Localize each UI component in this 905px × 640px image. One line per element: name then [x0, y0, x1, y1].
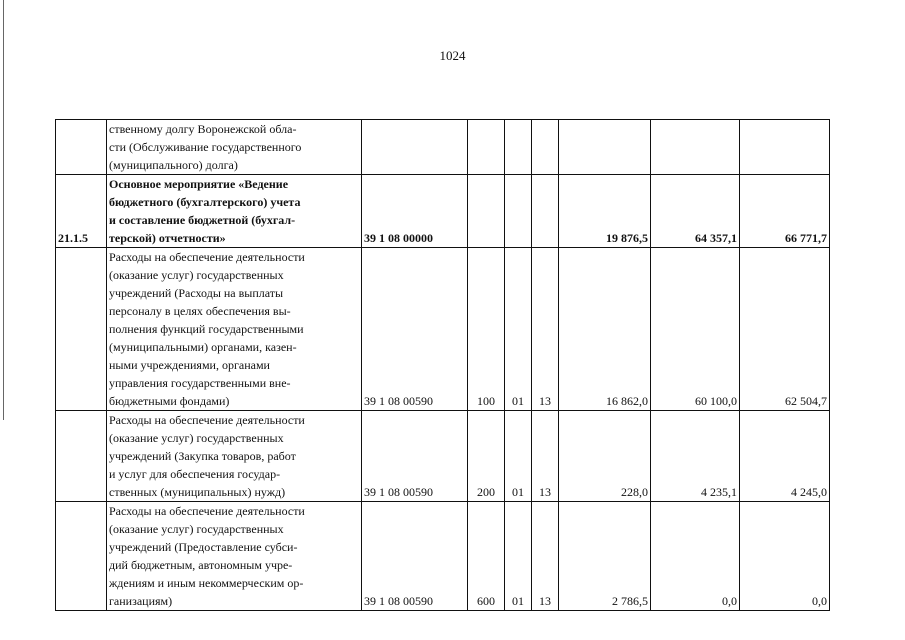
row-name-cell [107, 502, 362, 611]
expense-type-cell [468, 175, 505, 248]
row-name-line: Расходы на обеспечение деятельности [109, 504, 305, 518]
row-name-line: терской) отчетности» [109, 231, 226, 245]
row-number-cell [56, 502, 107, 611]
subsection-cell: 13 [532, 248, 559, 411]
row-number-cell [56, 411, 107, 502]
row-name-line: и услуг для обеспечения государ- [109, 467, 281, 481]
amount-year-2-cell [651, 120, 740, 175]
target-article-code-cell [362, 120, 468, 175]
table-row [56, 175, 830, 248]
amount-year-2-cell: 64 357,1 [651, 175, 740, 248]
row-name-line: ственных (муниципальных) нужд) [109, 485, 286, 499]
row-number-cell [56, 248, 107, 411]
row-name-line: Расходы на обеспечение деятельности [109, 413, 305, 427]
expense-type-cell: 100 [468, 248, 505, 411]
row-name-line: и составление бюджетной (бухгал- [109, 213, 296, 227]
target-article-code-cell: 39 1 08 00590 [362, 411, 468, 502]
expense-type-cell: 200 [468, 411, 505, 502]
subsection-cell: 13 [532, 411, 559, 502]
budget-table [55, 119, 830, 611]
row-name-cell [107, 120, 362, 175]
row-name-line: (муниципального) долга) [109, 158, 238, 172]
amount-year-3-cell: 4 245,0 [740, 411, 830, 502]
row-name-line: бюджетными фондами) [109, 394, 230, 408]
subsection-cell: 13 [532, 502, 559, 611]
target-article-code-cell: 39 1 08 00590 [362, 502, 468, 611]
section-cell: 01 [505, 502, 532, 611]
amount-year-2-cell: 0,0 [651, 502, 740, 611]
row-number-cell: 21.1.5 [56, 175, 107, 248]
row-name-line: ными учреждениями, органами [109, 358, 270, 372]
amount-year-1-cell: 228,0 [559, 411, 651, 502]
table-row [56, 502, 830, 611]
expense-type-cell: 600 [468, 502, 505, 611]
row-name-line: персоналу в целях обеспечения вы- [109, 304, 291, 318]
page-number: 1024 [439, 48, 466, 63]
subsection-cell [532, 120, 559, 175]
row-name-line: (оказание услуг) государственных [109, 522, 284, 536]
row-name-line: учреждений (Расходы на выплаты [109, 286, 284, 300]
target-article-code-cell: 39 1 08 00590 [362, 248, 468, 411]
row-name-cell [107, 411, 362, 502]
table-row [56, 411, 830, 502]
row-name-line: (муниципальными) органами, казен- [109, 340, 297, 354]
row-name-line: ственному долгу Воронежской обла- [109, 122, 297, 136]
budget-table-body [56, 120, 830, 611]
row-name-line: управления государственными вне- [109, 376, 291, 390]
row-name-line: сти (Обслуживание государственного [109, 140, 302, 154]
target-article-code-cell: 39 1 08 00000 [362, 175, 468, 248]
amount-year-3-cell [740, 120, 830, 175]
row-name-line: (оказание услуг) государственных [109, 268, 284, 282]
row-name-cell [107, 175, 362, 248]
amount-year-2-cell: 4 235,1 [651, 411, 740, 502]
row-name-line: учреждений (Предоставление субси- [109, 540, 298, 554]
table-row [56, 248, 830, 411]
row-name-cell [107, 248, 362, 411]
row-number-cell [56, 120, 107, 175]
row-name-line: (оказание услуг) государственных [109, 431, 284, 445]
row-name-line: Расходы на обеспечение деятельности [109, 250, 305, 264]
amount-year-1-cell: 2 786,5 [559, 502, 651, 611]
row-name-line: Основное мероприятие «Ведение [109, 177, 289, 191]
amount-year-1-cell: 19 876,5 [559, 175, 651, 248]
expense-type-cell [468, 120, 505, 175]
subsection-cell [532, 175, 559, 248]
row-name-line: дий бюджетным, автономным учре- [109, 558, 293, 572]
section-cell [505, 175, 532, 248]
table-row [56, 120, 830, 175]
row-name-line: ганизациям) [109, 594, 173, 608]
section-cell [505, 120, 532, 175]
row-name-line: учреждений (Закупка товаров, работ [109, 449, 296, 463]
amount-year-3-cell: 0,0 [740, 502, 830, 611]
amount-year-1-cell: 16 862,0 [559, 248, 651, 411]
row-name-line: полнения функций государственными [109, 322, 304, 336]
amount-year-1-cell [559, 120, 651, 175]
row-name-line: ждениям и иным некоммерческим ор- [109, 576, 304, 590]
amount-year-3-cell: 66 771,7 [740, 175, 830, 248]
section-cell: 01 [505, 248, 532, 411]
amount-year-2-cell: 60 100,0 [651, 248, 740, 411]
amount-year-3-cell: 62 504,7 [740, 248, 830, 411]
row-name-line: бюджетного (бухгалтерского) учета [109, 195, 301, 209]
section-cell: 01 [505, 411, 532, 502]
